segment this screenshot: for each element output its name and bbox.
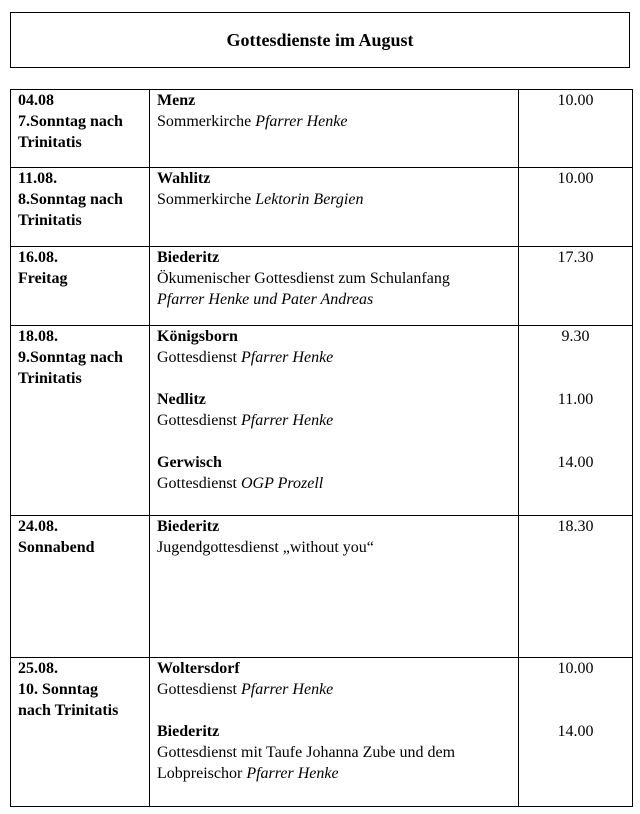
date-cell: [11, 247, 150, 326]
event-type: Sommerkirche: [157, 113, 256, 130]
date-cell: [11, 168, 150, 247]
event-officiant: Lektorin Bergien: [255, 191, 364, 208]
event-type: Gottesdienst: [157, 412, 241, 429]
events-cell: [150, 247, 519, 326]
time-cell: [519, 90, 633, 168]
event-time: 11.00: [557, 391, 594, 408]
time-cell: [519, 168, 633, 247]
date-cell: [11, 658, 150, 807]
events-cell: [150, 658, 519, 807]
event-time: 10.00: [557, 660, 594, 677]
event-description: [157, 742, 512, 784]
event-type: Gottesdienst mit Taufe Johanna Zube und dem Lobpreischor: [157, 744, 456, 782]
event-place: Biederitz: [157, 518, 220, 535]
events-cell: [150, 90, 519, 168]
event-place: Königsborn: [157, 328, 238, 345]
event-time: 14.00: [557, 454, 594, 471]
time-cell: [519, 658, 633, 807]
date: 11.08.: [18, 170, 58, 187]
day-label: Sonnabend: [18, 539, 95, 556]
event-type: Gottesdienst: [157, 681, 241, 698]
event: [157, 721, 512, 784]
event-place: Biederitz: [157, 723, 220, 740]
event: [157, 516, 512, 558]
day-label: Freitag: [18, 270, 68, 287]
date-cell: [11, 326, 150, 516]
event-officiant: Pfarrer Henke: [241, 349, 334, 366]
date: 24.08.: [18, 518, 58, 535]
event-place: Wahlitz: [157, 170, 211, 187]
event-type: Gottesdienst: [157, 349, 241, 366]
event-description: [157, 111, 512, 132]
table-row: [11, 326, 633, 516]
table-row: [11, 90, 633, 168]
day-label: nach Trinitatis: [18, 702, 119, 719]
event-type: Ökumenischer Gottesdienst zum Schulanfang: [157, 270, 450, 287]
table-row: [11, 247, 633, 326]
event-officiant: OGP Prozell: [241, 475, 324, 492]
time-cell: [519, 326, 633, 516]
date: 25.08.: [18, 660, 58, 677]
event-time: 14.00: [557, 723, 594, 740]
event-description: [157, 473, 512, 494]
date-cell: [11, 90, 150, 168]
event-place: Nedlitz: [157, 391, 206, 408]
date: 04.08: [18, 92, 54, 109]
event-description: [157, 189, 512, 210]
event-time: 17.30: [557, 249, 594, 266]
day-label: 8.Sonntag nach: [18, 191, 123, 208]
event-type: Jugendgottesdienst „without you“: [157, 539, 374, 556]
title-box: [10, 12, 630, 68]
event-time: 10.00: [557, 92, 594, 109]
events-cell: [150, 326, 519, 516]
event-time: 18.30: [557, 518, 594, 535]
day-label: 10. Sonntag: [18, 681, 99, 698]
day-label: Trinitatis: [18, 370, 82, 387]
event-description: [157, 347, 512, 368]
event-type: Gottesdienst: [157, 475, 241, 492]
event-description: [157, 679, 512, 700]
date: 18.08.: [18, 328, 58, 345]
event-officiant: Pfarrer Henke und Pater Andreas: [157, 291, 374, 308]
event-time: 9.30: [561, 328, 590, 345]
event-place: Gerwisch: [157, 454, 222, 471]
event-place: Biederitz: [157, 249, 220, 266]
event: [157, 168, 512, 210]
table-row: [11, 168, 633, 247]
table-row: [11, 658, 633, 807]
event-time: 10.00: [557, 170, 594, 187]
day-label: 9.Sonntag nach: [18, 349, 123, 366]
event-description: [157, 410, 512, 431]
table-row: [11, 516, 633, 658]
event-place: Menz: [157, 92, 196, 109]
page-title: Gottesdienste im August: [226, 30, 414, 50]
event: [157, 389, 512, 431]
date-cell: [11, 516, 150, 658]
event: [157, 247, 512, 310]
events-cell: [150, 516, 519, 658]
event-officiant: Pfarrer Henke: [241, 412, 334, 429]
time-cell: [519, 247, 633, 326]
event-place: Woltersdorf: [157, 660, 240, 677]
event-type: Sommerkirche: [157, 191, 256, 208]
event: [157, 658, 512, 700]
time-cell: [519, 516, 633, 658]
date: 16.08.: [18, 249, 58, 266]
event-officiant: Pfarrer Henke: [241, 681, 334, 698]
event: [157, 326, 512, 368]
event-officiant: Pfarrer Henke: [246, 765, 339, 782]
day-label: 7.Sonntag nach: [18, 113, 123, 130]
events-cell: [150, 168, 519, 247]
schedule-table: [10, 89, 633, 807]
day-label: Trinitatis: [18, 134, 82, 151]
event: [157, 452, 512, 494]
day-label: Trinitatis: [18, 212, 82, 229]
event: [157, 90, 512, 132]
event-officiant: Pfarrer Henke: [255, 113, 348, 130]
